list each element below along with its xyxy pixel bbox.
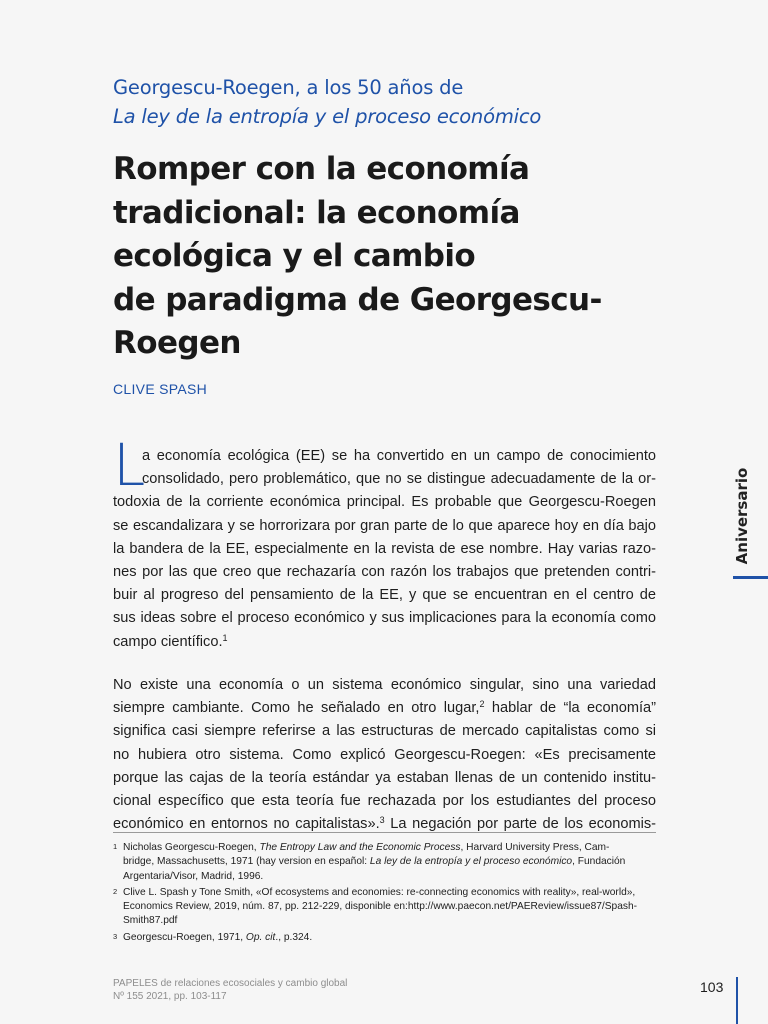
text-line: porque las cajas de la teoría estándar ya estaban llenas de un contenido institu- (113, 769, 656, 786)
footnotes (113, 841, 658, 947)
text-line (113, 697, 656, 720)
text-line[interactable]: Economics Review, 2019, núm. 87, pp. 212-229, disponible en:http://www.paecon.net/PAEReview/issue87/Spash- (123, 901, 638, 913)
article-title (113, 148, 673, 366)
section-label-text: Aniversario (733, 467, 751, 565)
text-line[interactable]: Smith87.pdf (123, 915, 178, 927)
text-line: sus ideas sobre el proceso económico y sus implicaciones para la economía como (113, 610, 656, 627)
journal-issue: Nº 155 2021, pp. 103-117 (113, 991, 227, 1002)
footnote-number: 2 (113, 886, 118, 896)
citation-abbrev: Op. cit (245, 931, 276, 943)
text-line: cional específico que esta teoría fue rechazada por los estudiantes del proceso (113, 793, 656, 810)
text-line: se escandalizara y se horrorizara por gran parte de lo que aparece hoy en día bajo (113, 517, 656, 534)
journal-name: PAPELES de relaciones ecosociales y cambio global (113, 978, 348, 989)
text-segment: siempre cambiante. Como he señalado en otro lugar, (113, 700, 480, 717)
series-line-2: La ley de la entropía y el proceso económico (113, 105, 542, 128)
drop-cap: L (113, 431, 146, 499)
book-title: The Entropy Law and the Economic Process (259, 842, 461, 853)
text-segment: , Harvard University Press, Cam- (460, 842, 610, 853)
text-segment: , Fundación (572, 856, 626, 868)
text-line: nes por las que creo que rechazaría con razón los trabajos que pretenden contri- (113, 564, 656, 581)
footnote-number: 3 (113, 931, 118, 941)
text-segment: Georgescu-Roegen, 1971, (123, 931, 246, 943)
text-line: Clive L. Spash y Tone Smith, «Of ecosystems and economies: re-connecting economics with reality», real-world», (123, 886, 636, 898)
footnote-2 (113, 886, 658, 929)
text-line: a economía ecológica (EE) se ha convertido en un campo de conocimiento (142, 448, 656, 464)
footnote-ref[interactable]: 3 (379, 815, 385, 826)
series-heading (113, 73, 673, 131)
text-line: No existe una economía o un sistema económico singular, sino una variedad (113, 677, 656, 693)
title-line: Roegen (113, 325, 241, 361)
text-line: no hubiera otro sistema. Como explicó Georgescu-Roegen: «Es precisamente (113, 746, 656, 763)
text-line: consolidado, pero problemático, que no se distingue adecuadamente de la or- (142, 471, 656, 488)
text-segment: campo científico. (113, 633, 223, 650)
text-line: todoxia de la corriente económica principal. Es probable que Georgescu-Roegen (113, 494, 656, 511)
text-segment: La negación por parte de los economis- (384, 816, 656, 833)
author-name: CLIVE SPASH (113, 381, 208, 397)
journal-footer (113, 977, 347, 1003)
text-line (123, 931, 658, 945)
text-segment: bridge, Massachusetts, 1971 (hay version en español: (123, 856, 370, 868)
text-line (123, 841, 658, 855)
series-line-1: Georgescu-Roegen, a los 50 años de (113, 76, 464, 99)
title-line: ecológica y el cambio (113, 238, 476, 274)
text-segment: económico en entornos no capitalistas». (113, 816, 380, 833)
section-side-label (731, 462, 753, 570)
paragraph-2 (113, 674, 656, 836)
title-line: tradicional: la economía (113, 194, 520, 231)
book-title: La ley de la entropía y el proceso económico (369, 856, 573, 868)
page-number: 103 (700, 979, 724, 995)
footnote-number: 1 (113, 842, 118, 851)
footnote-ref[interactable]: 2 (479, 699, 485, 710)
footnote-ref[interactable]: 1 (222, 632, 228, 643)
page-number-rule (736, 977, 738, 1024)
text-segment: hablar de “la economía” (484, 700, 657, 717)
text-segment: Nicholas Georgescu-Roegen, (123, 842, 260, 853)
footnote-divider (113, 832, 656, 833)
text-line (123, 855, 658, 869)
text-line: Argentaria/Visor, Madrid, 1996. (123, 870, 264, 882)
footnote-3 (113, 931, 658, 945)
title-line: Romper con la economía (113, 151, 530, 187)
text-line (113, 631, 656, 654)
text-line: la bandera de la EE, especialmente en la revista de ese nombre. Hay varias razo- (113, 540, 656, 557)
section-accent-bar (733, 576, 768, 579)
footnote-1 (113, 841, 658, 884)
text-segment: ., p.324. (275, 931, 313, 943)
paragraph-1 (113, 445, 656, 654)
text-line: significa casi siempre referirse a las estructuras de mercado capitalistas como si (113, 723, 656, 740)
text-line: buir al progreso del pensamiento de la EE, y que se encuentran en el centro de (113, 587, 656, 604)
title-line: de paradigma de Georgescu- (113, 281, 602, 318)
